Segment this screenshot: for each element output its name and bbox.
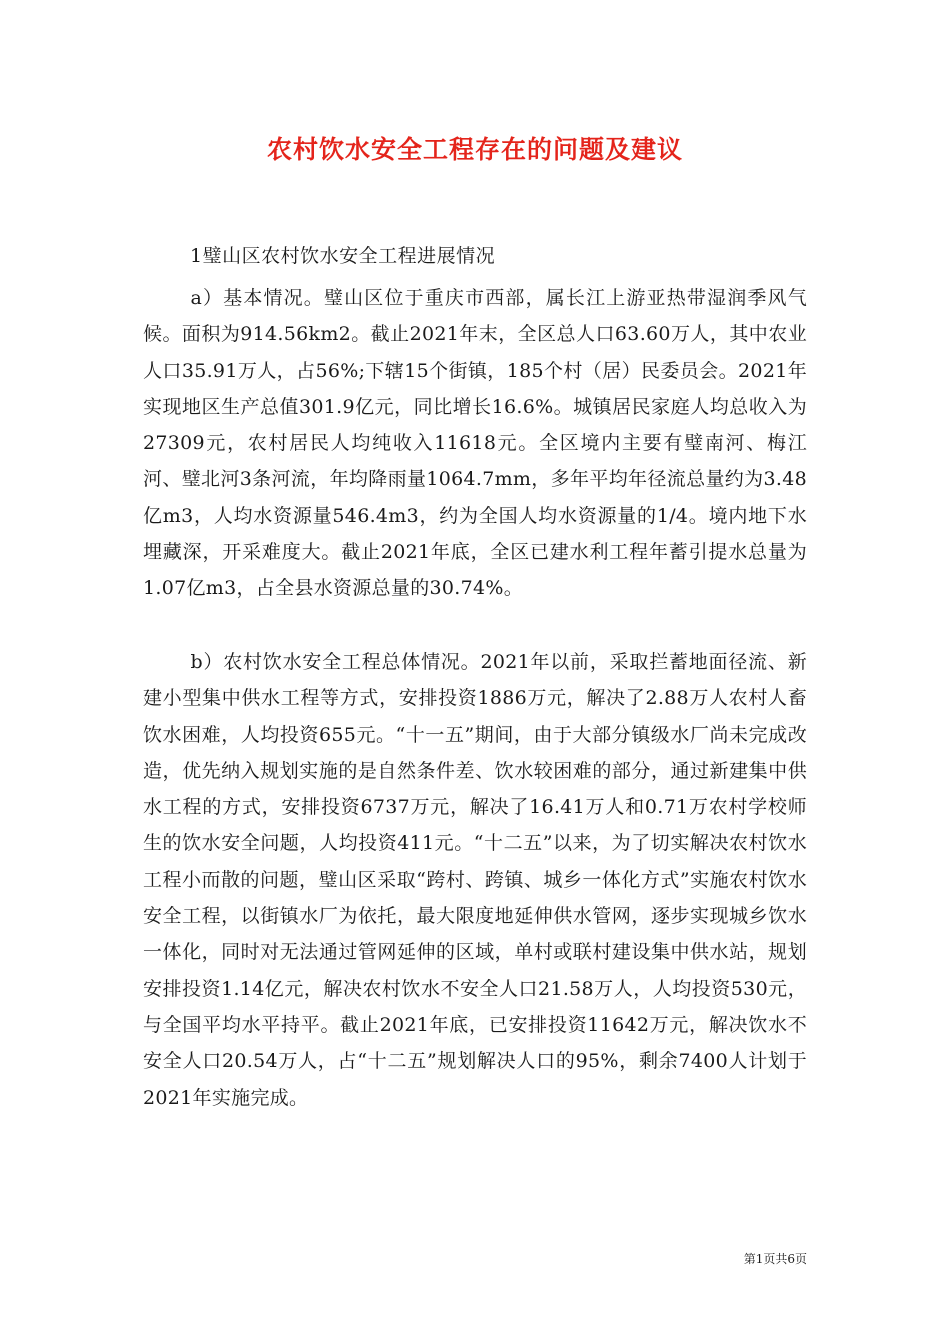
paragraph-basic-info: a）基本情况。璧山区位于重庆市西部，属长江上游亚热带湿润季风气候。面积为914.56km2。截止2021年末，全区总人口63.60万人，其中农业人口35.91万人，占56%;下辖15个街镇，185个村（居）民委员会。2021年实现地区生产总值301.9亿元，同比增长16.6%。城镇居民家庭人均总收入为27309元，农村居民人均纯收入11618元。全区境内主要有璧南河、梅江河、璧北河3条河流，年均降雨量1064.7mm，多年平均年径流总量约为3.48亿m3，人均水资源量546.4m3，约为全国人均水资源量的1/4。境内地下水埋藏深，开采难度大。截止2021年底，全区已建水利工程年蓄引提水总量为1.07亿m3，占全县水资源总量的30.74%。 bbox=[143, 287, 807, 600]
paragraph-overall-status: b）农村饮水安全工程总体情况。2021年以前，采取拦蓄地面径流、新建小型集中供水工程等方式，安排投资1886万元，解决了2.88万人农村人畜饮水困难，人均投资655元。“十一五”期间，由于大部分镇级水厂尚未完成改造，优先纳入规划实施的是自然条件差、饮水较困难的部分，通过新建集中供水工程的方式，安排投资6737万元，解决了16.41万人和0.71万农村学校师生的饮水安全问题，人均投资411元。“十二五”以来，为了切实解决农村饮水工程小而散的问题，璧山区采取“跨村、跨镇、城乡一体化方式”实施农村饮水安全工程，以街镇水厂为依托，最大限度地延伸供水管网，逐步实现城乡饮水一体化，同时对无法通过管网延伸的区域，单村或联村建设集中供水站，规划安排投资1.14亿元，解决农村饮水不安全人口21.58万人，人均投资530元，与全国平均水平持平。截止2021年底，已安排投资11642万元，解决饮水不安全人口20.54万人，占“十二五”规划解决人口的95%，剩余7400人计划于2021年实施完成。 bbox=[143, 651, 807, 1109]
page-number-footer: 第1页共6页 bbox=[743, 1252, 807, 1266]
document-title: 农村饮水安全工程存在的问题及建议 bbox=[266, 135, 683, 164]
section-heading: 1璧山区农村饮水安全工程进展情况 bbox=[190, 245, 496, 267]
